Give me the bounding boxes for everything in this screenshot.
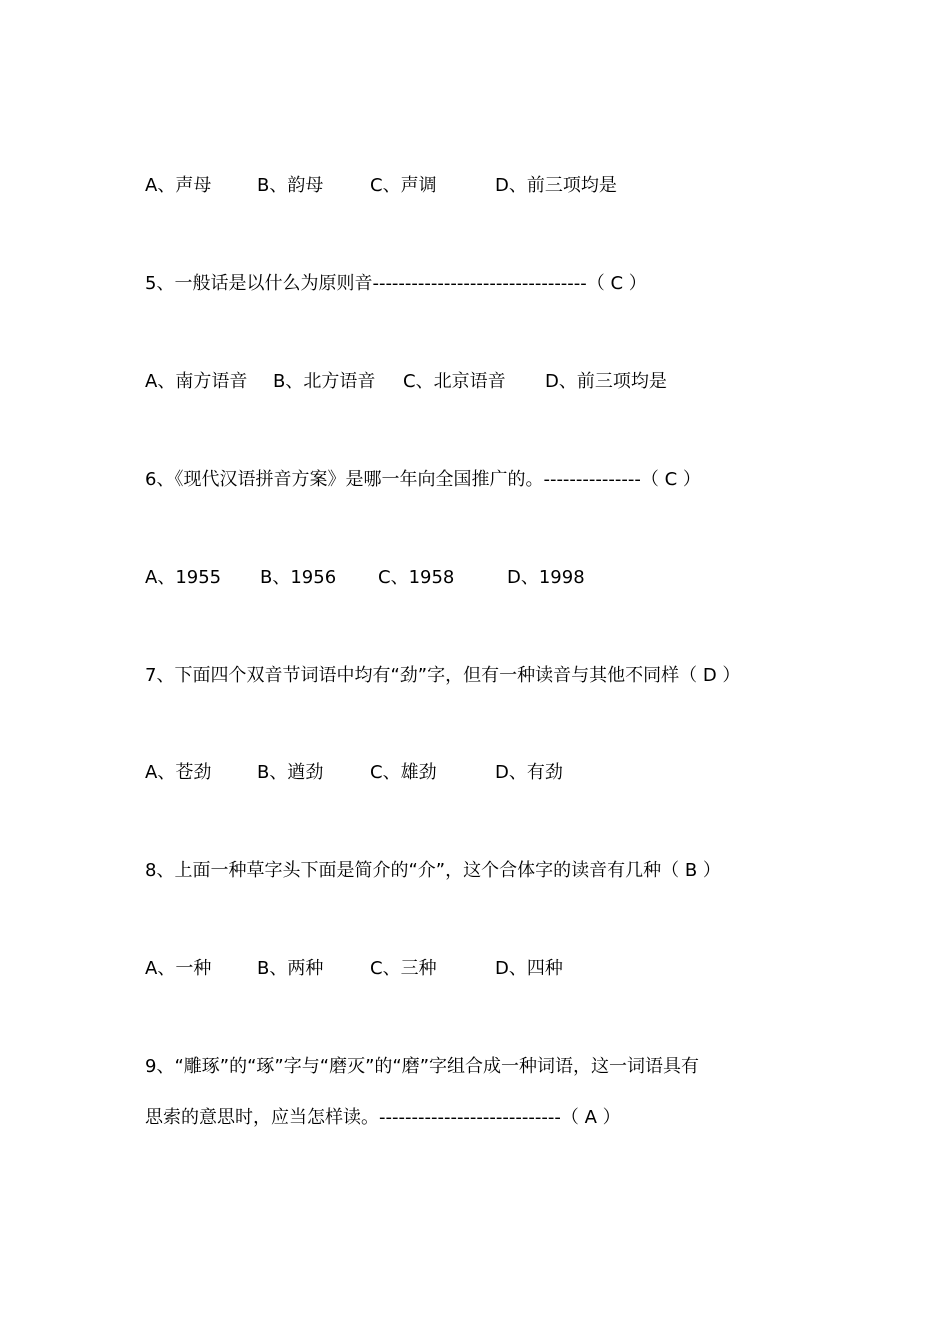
q5-option-a: A、南方语音 bbox=[145, 371, 248, 392]
q4-option-a: A、声母 bbox=[145, 175, 212, 196]
q5-question: 5、一般话是以什么为原则音---------------------------------（ C ） bbox=[145, 273, 647, 294]
q7-option-b: B、遒劲 bbox=[257, 762, 324, 783]
q6-option-d: D、1998 bbox=[507, 567, 585, 588]
q5-option-c: C、北京语音 bbox=[403, 371, 506, 392]
q6-option-c: C、1958 bbox=[378, 567, 455, 588]
q9-question-line2: 思索的意思时，应当怎样读。----------------------------（ A ） bbox=[145, 1107, 621, 1128]
q7-option-c: C、雄劲 bbox=[370, 762, 437, 783]
q6-option-b: B、1956 bbox=[260, 567, 337, 588]
q8-option-c: C、三种 bbox=[370, 958, 437, 979]
q8-option-d: D、四种 bbox=[495, 958, 563, 979]
q4-option-c: C、声调 bbox=[370, 175, 437, 196]
q6-question: 6、《现代汉语拼音方案》是哪一年向全国推广的。---------------（ C ） bbox=[145, 469, 701, 490]
q5-option-d: D、前三项均是 bbox=[545, 371, 667, 392]
q7-option-d: D、有劲 bbox=[495, 762, 563, 783]
q9-question-line1: 9、“雕琢”的“琢”字与“磨灭”的“磨”字组合成一种词语，这一词语具有 bbox=[145, 1056, 700, 1077]
q5-option-b: B、北方语音 bbox=[273, 371, 376, 392]
q8-question: 8、上面一种草字头下面是简介的“介”，这个合体字的读音有几种（ B ） bbox=[145, 860, 721, 881]
q8-option-a: A、一种 bbox=[145, 958, 212, 979]
q7-option-a: A、苍劲 bbox=[145, 762, 212, 783]
q4-option-d: D、前三项均是 bbox=[495, 175, 617, 196]
q6-option-a: A、1955 bbox=[145, 567, 222, 588]
q8-option-b: B、两种 bbox=[257, 958, 324, 979]
q4-option-b: B、韵母 bbox=[257, 175, 324, 196]
q7-question: 7、下面四个双音节词语中均有“劲”字，但有一种读音与其他不同样（ D ） bbox=[145, 665, 741, 686]
